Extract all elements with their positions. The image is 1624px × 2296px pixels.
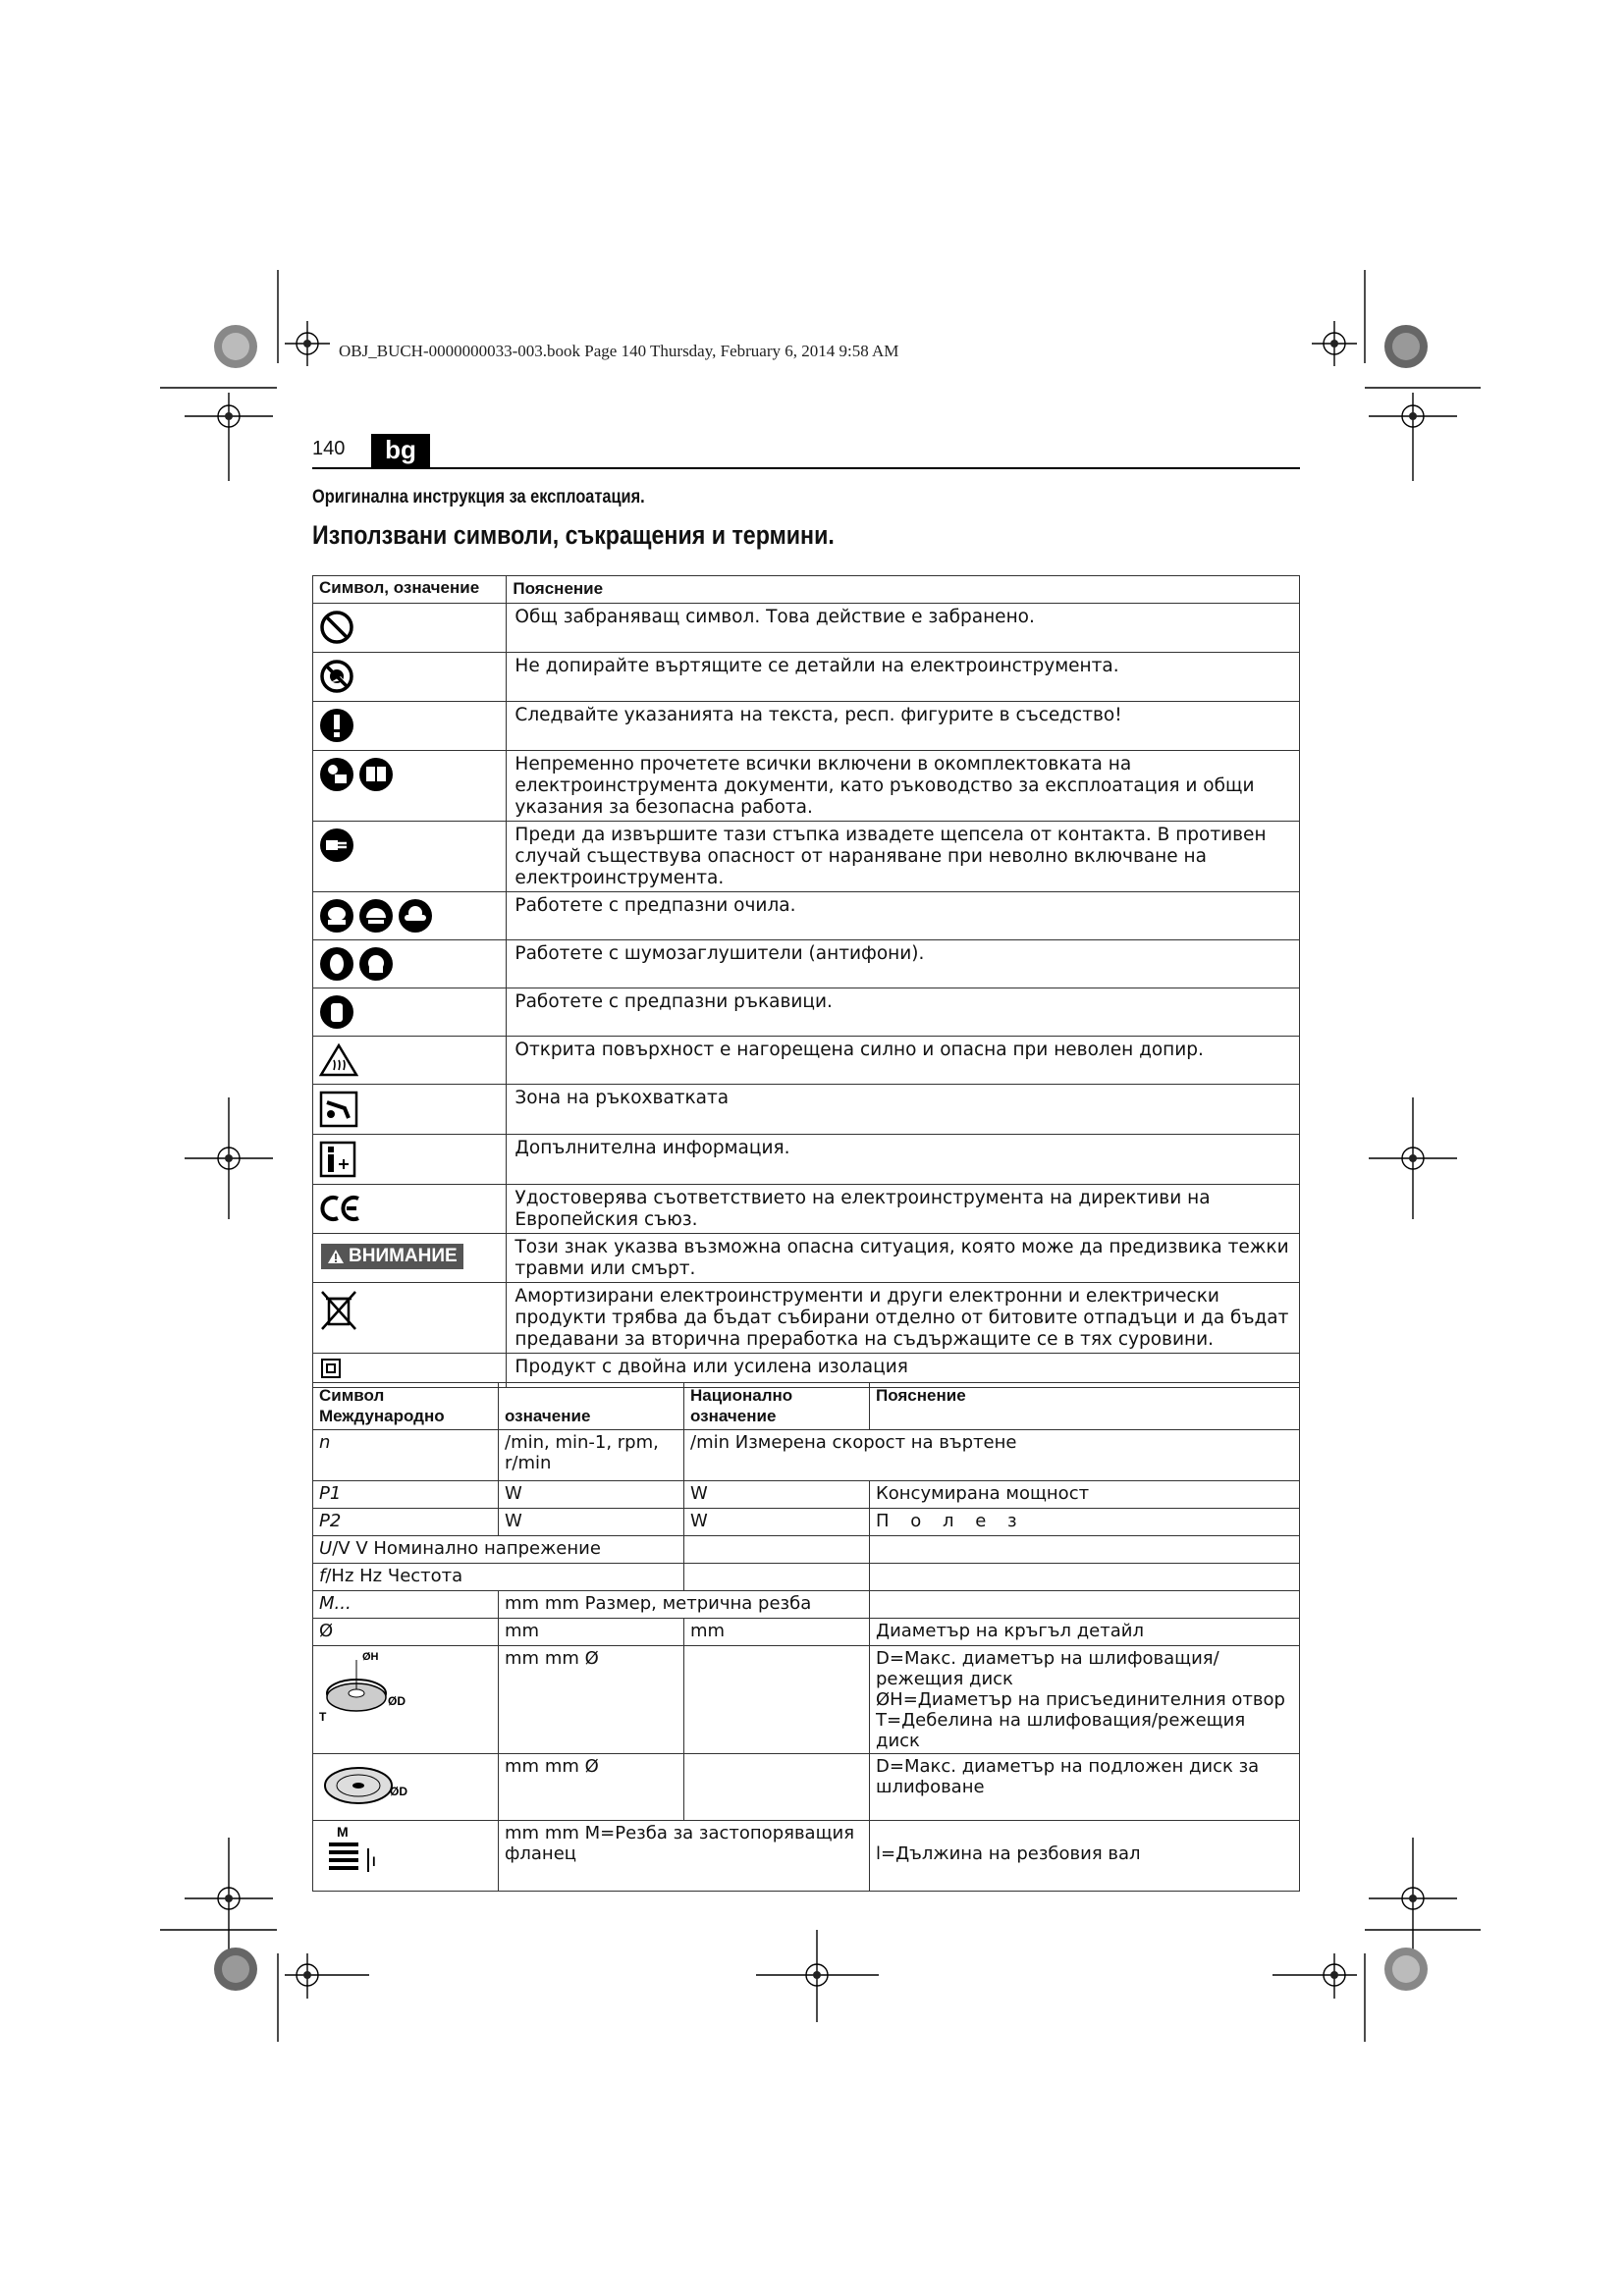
row-text: Непременно прочетете всички включени в окомплектовката на електроинструмента документи, като ръководство за експлоатация и общи указания за безопасна работа. — [507, 751, 1300, 822]
table-row — [313, 988, 1300, 1037]
col-header-intl-a: Международно — [319, 1407, 445, 1425]
cell-national-explanation — [684, 1430, 1300, 1481]
disc-dimensions-icon — [319, 1648, 407, 1729]
table-header-row — [313, 576, 1300, 604]
row-text: Удостоверява съответствието на електроинструмента на директиви на Европейския съюз. — [507, 1185, 1300, 1234]
table-row — [313, 1234, 1300, 1283]
hot-surface-icon — [319, 1042, 358, 1078]
row-text: Общ забраняващ символ. Това действие е забранено. — [507, 604, 1300, 653]
cell-intl: W — [499, 1509, 684, 1536]
helmet-goggles-icon — [358, 898, 394, 934]
explanation-line: T=Дебелина на шлифоващия/режещия диск — [876, 1710, 1246, 1751]
units-table — [312, 1382, 1300, 1892]
person-reading-icon — [319, 757, 354, 792]
table-row — [313, 892, 1300, 940]
svg-text:ØD: ØD — [388, 1694, 406, 1708]
col-header-symbol: Символ — [319, 1386, 385, 1405]
table-row — [313, 1283, 1300, 1354]
table-row — [313, 1536, 1300, 1564]
row-text: Работете с предпазни ръкавици. — [507, 988, 1300, 1037]
table-header-row — [313, 1383, 1300, 1430]
col-header-national-a: Национално — [690, 1386, 793, 1405]
eye-protection-icon — [313, 892, 506, 939]
cell-intl: V — [338, 1538, 351, 1559]
cell-national: mm — [544, 1593, 579, 1614]
explanation-line: D=Макс. диаметър на шлифоващия/ режещия диск — [876, 1648, 1219, 1689]
cell-national: /min — [690, 1432, 731, 1453]
row-text: Не допирайте въртящите се детайли на електроинструмента. — [507, 653, 1300, 702]
cell-national: mm — [544, 1823, 579, 1843]
row-text: Амортизирани електроинструменти и други електронни и електрически продукти трябва да бъдат събирани отделно от битовите отпадъци и да бъдат предавани за вторична преработка на съдържащите се в тях суровини. — [507, 1283, 1300, 1354]
col-header-national-b: означение — [690, 1407, 777, 1425]
table-row — [313, 1564, 1300, 1591]
table-row — [313, 1085, 1300, 1135]
cell-explanation: Диаметър на кръгъл детайл — [870, 1619, 1300, 1646]
cell-explanation — [870, 1646, 1300, 1754]
cell-symbol: f — [319, 1566, 326, 1586]
col-header-intl-b: означение — [505, 1407, 591, 1425]
cell-intl: mm — [505, 1756, 540, 1777]
table-row — [313, 1619, 1300, 1646]
page-number: 140 — [312, 438, 346, 459]
spindle-thread-icon — [319, 1823, 388, 1884]
cell-explanation: Консумирана мощност — [870, 1481, 1300, 1509]
cell-national: Hz — [359, 1566, 383, 1586]
cell-symbol-row: U/V V Номинално напрежение — [313, 1536, 684, 1564]
section-title: Използвани символи, съкращения и термини. — [312, 520, 835, 550]
cell-intl: mm — [505, 1823, 540, 1843]
language-badge: bg — [371, 434, 430, 467]
cell-symbol-row: f/Hz Hz Честота — [313, 1564, 684, 1591]
cell-explanation-extra — [870, 1821, 1300, 1892]
cell-explanation: Измерена скорост на въртене — [734, 1432, 1017, 1453]
explanation-line: l=Дължина на резбовия вал — [876, 1843, 1141, 1864]
symbols-table — [312, 575, 1300, 1388]
row-text: Този знак указва възможна опасна ситуация, която може да предизвика тежки травми или смърт. — [507, 1234, 1300, 1283]
table-row — [313, 1430, 1300, 1481]
gloves-icon — [319, 994, 354, 1030]
cell-intl: Hz — [331, 1566, 354, 1586]
svg-text:l: l — [372, 1854, 376, 1869]
explanation-line: ØH=Диаметър на присъединителния отвор — [876, 1689, 1285, 1710]
cell-symbol: P2 — [313, 1509, 499, 1536]
svg-text:ØD: ØD — [390, 1785, 407, 1798]
backing-pad-icon — [319, 1756, 407, 1813]
grip-zone-icon — [319, 1091, 358, 1128]
table-row — [313, 1481, 1300, 1509]
warning-badge-label: ВНИМАНИЕ — [349, 1246, 458, 1266]
warning-badge — [321, 1244, 463, 1269]
earmuffs-icon — [319, 946, 354, 982]
row-text: Открита повърхност е нагорещена силно и опасна при неволен допир. — [507, 1037, 1300, 1085]
manual-book-icon — [358, 757, 394, 792]
cell-explanation — [870, 1754, 1300, 1821]
face-shield-icon — [319, 898, 354, 934]
cell-intl-national-explanation — [499, 1591, 870, 1619]
row-text: Допълнителна информация. — [507, 1135, 1300, 1185]
cell-national: V — [355, 1538, 368, 1559]
table-row — [313, 751, 1300, 822]
table-row — [313, 1185, 1300, 1234]
table-row — [313, 604, 1300, 653]
row-text: Следвайте указанията на текста, респ. фигурите в съседство! — [507, 702, 1300, 751]
cell-national: mm — [544, 1756, 579, 1777]
read-manual-icon — [313, 751, 506, 798]
cell-symbol: M... — [313, 1591, 499, 1619]
table-row — [313, 653, 1300, 702]
info-icon — [319, 1141, 356, 1178]
table-row — [313, 940, 1300, 988]
table-row — [313, 1037, 1300, 1085]
cell-expl-prefix: Ø — [584, 1648, 599, 1669]
row-text: Работете с шумозаглушители (антифони). — [507, 940, 1300, 988]
exclamation-icon — [319, 708, 354, 743]
table-row — [313, 1135, 1300, 1185]
weee-bin-icon — [319, 1289, 358, 1332]
cell-symbol: P1 — [313, 1481, 499, 1509]
cell-national: W — [684, 1509, 870, 1536]
cell-explanation: M=Резба за застопоряващия фланец — [505, 1823, 855, 1864]
table-row — [313, 702, 1300, 751]
cell-symbol: n — [313, 1430, 499, 1481]
no-touch-rotating-icon — [319, 659, 354, 694]
cell-national: W — [684, 1481, 870, 1509]
print-slug: OBJ_BUCH-0000000033-003.book Page 140 Thursday, February 6, 2014 9:58 AM — [339, 342, 899, 360]
cell-intl: mm — [499, 1619, 684, 1646]
cell-expl-prefix: Ø — [584, 1756, 599, 1777]
row-text: Работете с предпазни очила. — [507, 892, 1300, 940]
table-row — [313, 1754, 1300, 1821]
cell-explanation: Честота — [387, 1566, 463, 1586]
cell-national: mm — [684, 1619, 870, 1646]
table-row — [313, 1821, 1300, 1892]
safety-goggles-icon — [398, 898, 433, 934]
prohibition-icon — [319, 610, 354, 645]
cell-intl-national — [499, 1754, 684, 1821]
cell-intl-national-explanation — [499, 1821, 870, 1892]
cell-national: mm — [544, 1648, 579, 1669]
ear-protection-icon — [313, 940, 506, 988]
cell-intl: mm — [505, 1593, 540, 1614]
svg-text:T: T — [319, 1710, 327, 1724]
explanation-line: D=Макс. диаметър на подложен диск за шлифоване — [876, 1756, 1260, 1797]
header-rule — [312, 467, 1300, 469]
double-insulation-icon — [321, 1359, 341, 1378]
col-header-explanation: Пояснение — [876, 1386, 966, 1405]
ear-defenders-icon — [358, 946, 394, 982]
row-text: Продукт с двойна или усилена изолация — [507, 1354, 1300, 1388]
document-type: Оригинална инструкция за експлоатация. — [312, 487, 645, 507]
col-header-symbol: Символ, означение — [319, 578, 480, 597]
svg-text:M: M — [337, 1824, 349, 1840]
table-row — [313, 1509, 1300, 1536]
row-text: Преди да извършите тази стъпка извадете щепсела от контакта. В противен случай съществува опасност от нараняване при неволно включване на електроинструмента. — [507, 822, 1300, 892]
cell-explanation: Размер, метрична резба — [584, 1593, 812, 1614]
cell-intl-national — [499, 1646, 684, 1754]
cell-symbol: U — [319, 1538, 333, 1559]
col-header-explanation: Пояснение — [513, 579, 604, 598]
cell-explanation: П о л е з — [870, 1509, 1300, 1536]
cell-intl: /min, min-1, rpm, r/min — [499, 1430, 684, 1481]
table-row — [313, 822, 1300, 892]
ce-mark-icon — [319, 1191, 362, 1226]
cell-intl: W — [499, 1481, 684, 1509]
table-row — [313, 1646, 1300, 1754]
cell-explanation: Номинално напрежение — [373, 1538, 601, 1559]
table-row — [313, 1591, 1300, 1619]
svg-text:ØH: ØH — [362, 1651, 379, 1663]
unplug-icon — [319, 828, 354, 863]
cell-intl: mm — [505, 1648, 540, 1669]
cell-symbol: Ø — [313, 1619, 499, 1646]
warning-triangle-icon — [327, 1249, 345, 1264]
row-text: Зона на ръкохватката — [507, 1085, 1300, 1135]
